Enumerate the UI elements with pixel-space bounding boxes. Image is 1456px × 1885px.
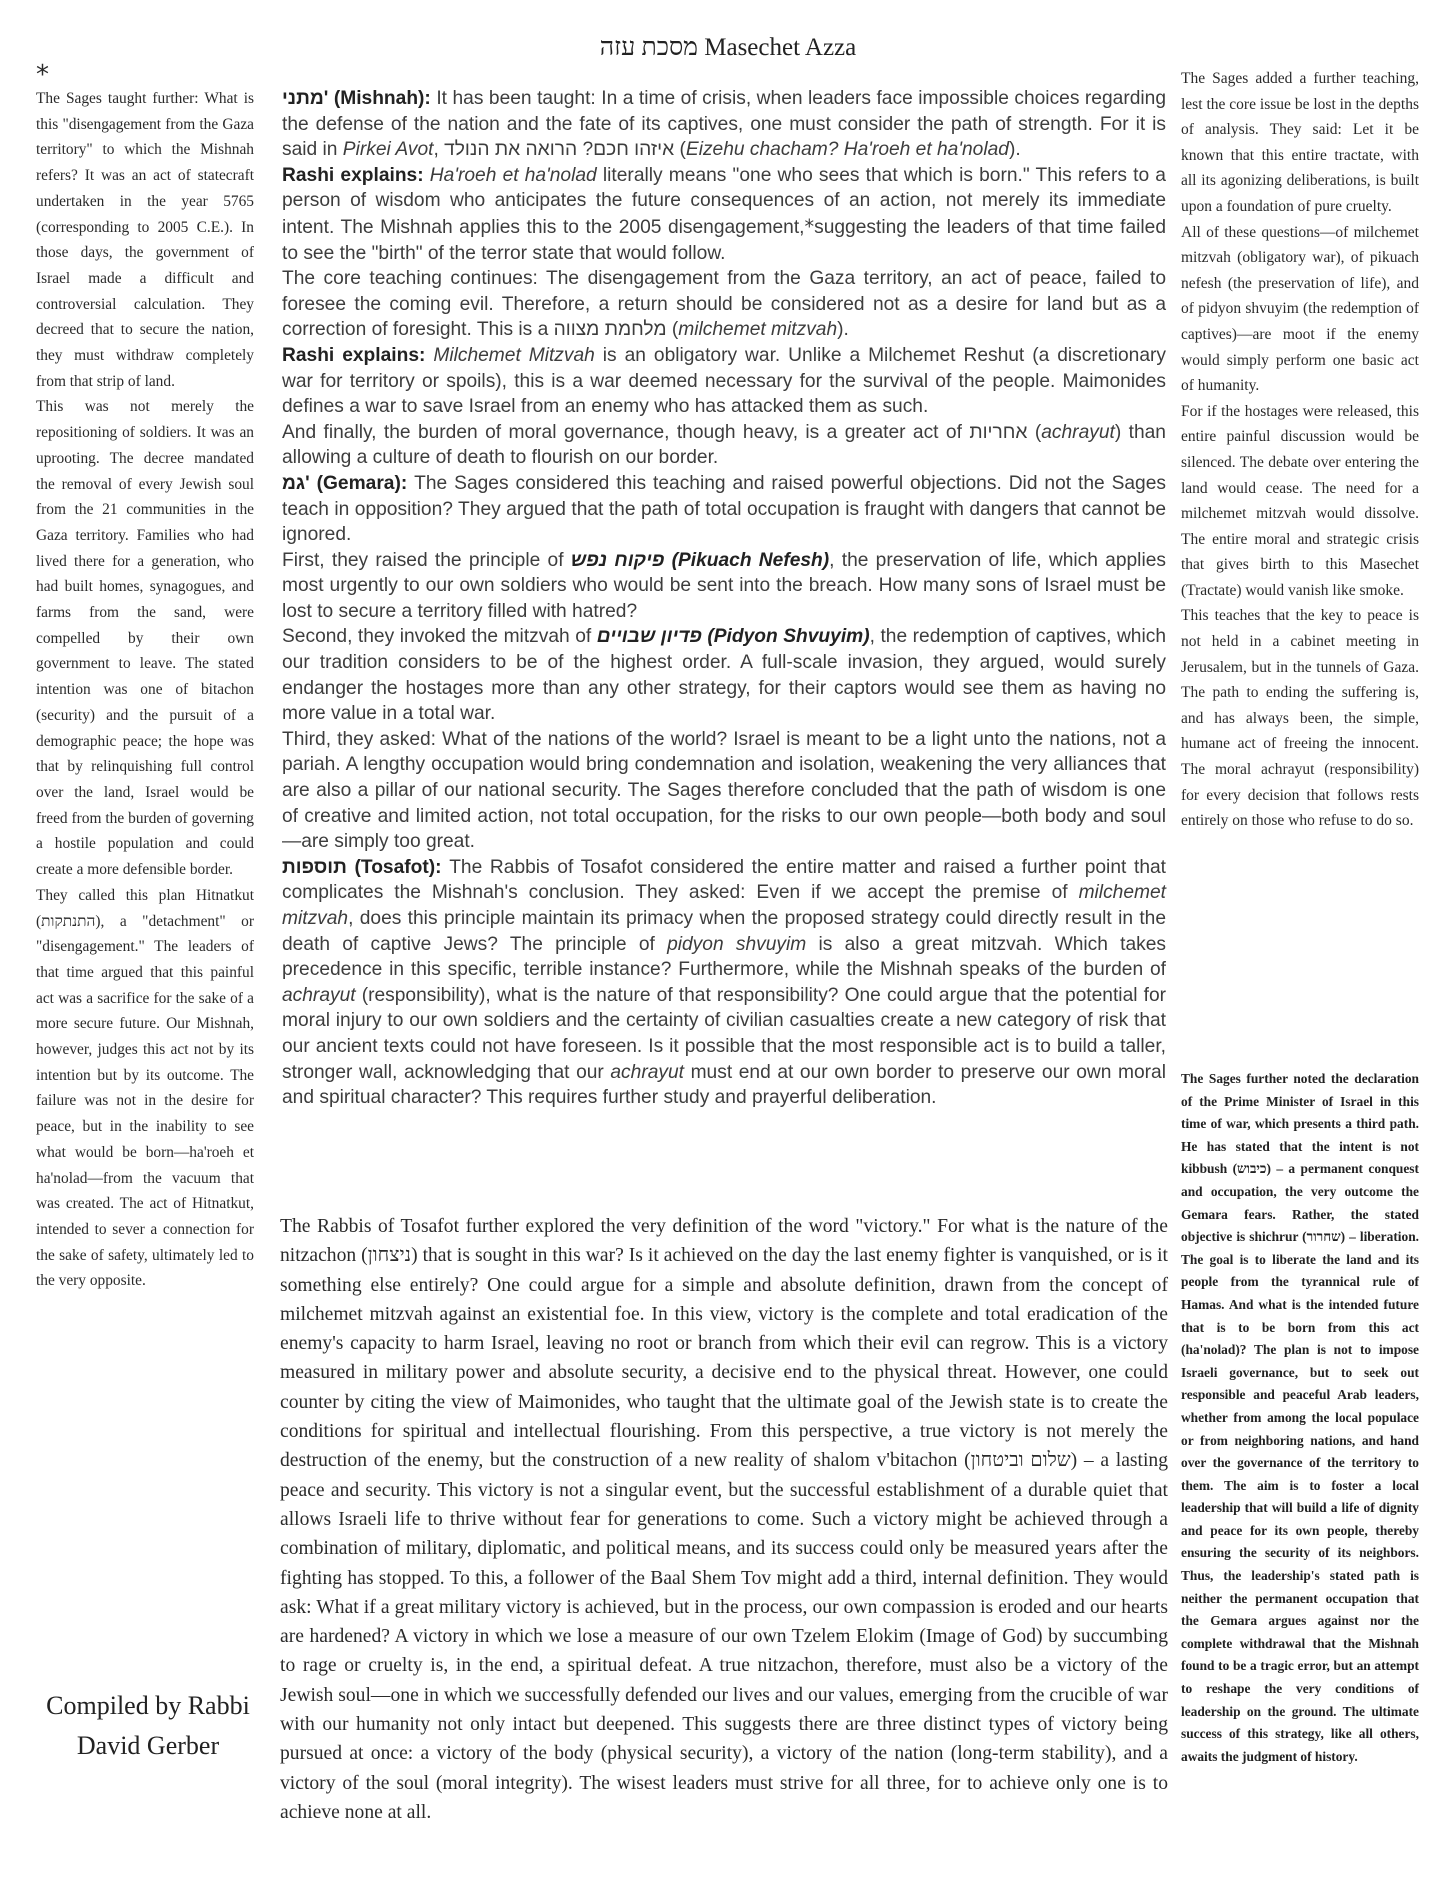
asterisk-marker: * [36, 60, 49, 90]
prime-minister-note-text: The Sages further noted the declaration of the Prime Minister of Israel in this time of war, which presents a third path. He has stated that the intent is not kibbush (כיבוש) – a permanent conquest and occupation, the very outcome the Gemara fears. Rather, the stated objective is shichrur (שחרור) – liberation. The goal is to liberate the land and its people from the tyrannical rule of Hamas. And what is the intended future that is to be born from this act (ha'nolad)? The plan is not to impose Israeli governance, but to seek out responsible and peaceful Arab leaders, whether from among the local populace or from neighboring nations, and hand over the governance of the territory to them. The aim is to foster a local leadership that will build a life of dignity and peace for its own people, thereby ensuring the security of its neighbors. Thus, the leadership's stated path is neither the permanent occupation that the Gemara argues against nor the complete withdrawal that the Mishnah found to be a tragic error, but an attempt to reshape the very conditions of leadership on the ground. The ultimate success of this strategy, like all others, awaits the judgment of history. [1181, 1071, 1419, 1764]
mishnah-paragraph [282, 86, 1166, 163]
rashi-paragraph [282, 163, 1166, 266]
tosafot-text: (responsibility), what is the nature of that responsibility? One could argue that the potential for moral injury to our own soldiers and the certainty of civilian casualties create a new category of risk that our ancient texts could not have foreseen. Is it possible that the most responsible act is to build a taller, stronger wall, acknowledging that our [282, 984, 1166, 1083]
second-term: פדיון שבויים (Pidyon Shvuyim) [596, 626, 870, 648]
first-text-end: , the preservation of life, which applies most urgently to our own soldiers who would be sent into the breach. How many sons of Israel must be lost to secure a territory filled with hatred? [282, 549, 1166, 622]
right-paragraph: The Sages added a further teaching, lest the core issue be lost in the depths of analysis. They said: Let it be known that this entire tractate, with all its agonizing deliberations, is built upon a foundation of pure cruelty. [1181, 70, 1419, 215]
tosafot-term: achrayut [610, 1061, 684, 1083]
first-objection-paragraph [282, 548, 1166, 625]
rashi-term: Milchemet Mitzvah [433, 344, 595, 366]
rashi-text-end: suggesting the leaders of that time failed to see the "birth" of the terror state that would follow. [282, 216, 1166, 264]
tosafot-term: achrayut [282, 984, 356, 1006]
core-text-end: ). [837, 319, 849, 341]
right-paragraph: For if the hostages were released, this entire painful discussion would be silenced. The debate over entering the land would cease. The need for a milchemet mitzvah would dissolve. The entire moral and strategic crisis that gives birth to this Masechet (Tractate) would vanish like smoke. [1181, 402, 1419, 599]
core-text: The core teaching continues: The disengagement from the Gaza territory, an act of peace, failed to foresee the coming evil. Therefore, a return should be considered not as a desire for land but as a correction of foresight. This is a מלחמת מצווה ( [282, 268, 1166, 341]
right-paragraph: This teaches that the key to peace is not held in a cabinet meeting in Jerusalem, but in the tunnels of Gaza. The path to ending the suffering is, and has always been, the simple, humane act of freeing the innocent. The moral achrayut (responsibility) for every decision that follows rests entirely on those who refuse to do so. [1181, 607, 1419, 830]
tosafot-term: pidyon shvuyim [667, 933, 807, 955]
tosafot-text: , does this principle maintain its primacy when the proposed strategy could directly result in the death of captive Jews? The principle of [282, 908, 1166, 955]
left-commentary-column [36, 60, 254, 1294]
asterisk-marker: * [804, 214, 815, 238]
core-teaching-paragraph [282, 266, 1166, 343]
mishnah-text-end: ). [1008, 139, 1021, 161]
main-text-column [282, 86, 1166, 1111]
mishnah-label: מתני' (Mishnah): [282, 88, 431, 109]
rashi-label: Rashi explains: [282, 344, 426, 366]
mishnah-quote: Eizehu chacham? Ha'roeh et ha'nolad [685, 139, 1009, 161]
tosafot-term: milchemet mitzvah [282, 882, 1166, 929]
prime-minister-note [1181, 1068, 1419, 1768]
second-text: Second, they invoked the mitzvah of [282, 626, 597, 648]
rashi-text: literally means "one who sees that which is born." This refers to a person of wisdom who anticipates the future consequences of an action, not merely its immediate intent. The Mishnah applies this to the 2005 disengagement, [282, 164, 1166, 238]
tosafot-text: must end at our own border to preserve our own moral and spiritual character? This requires further study and prayerful deliberation. [282, 1061, 1166, 1109]
first-term: פיקוח נפש (Pikuach Nefesh) [570, 549, 830, 571]
tosafot-text: The Rabbis of Tosafot considered the entire matter and raised a further point that complicates the Mishnah's conclusion. They asked: Even if we accept the premise of [282, 856, 1166, 904]
gemara-text: The Sages considered this teaching and raised powerful objections. Did not the Sages teach in opposition? They argued that the path of total occupation is fraught with dangers that cannot be ignored. [282, 472, 1166, 546]
right-paragraph: All of these questions—of milchemet mitzvah (obligatory war), of pikuach nefesh (the preservation of life), and of pidyon shvuyim (the redemption of captives)—are moot if the enemy would simply perform one basic act of humanity. [1181, 223, 1419, 395]
victory-essay-paragraph: The Rabbis of Tosafot further explored the very definition of the word "victory." For what is the nature of the nitzachon (ניצחון) that is sought in this war? Is it achieved on the day the last enemy fighter is vanquished, or is it something else entirely? One could argue for a simple and absolute definition, drawn from the concept of milchemet mitzvah against an existential foe. In this view, victory is the complete and total eradication of the enemy's capacity to harm Israel, leaving no root or branch from which their evil can regrow. This is a victory measured in military power and absolute security, a decisive end to the physical threat. However, one could counter by citing the view of Maimonides, who taught that the ultimate goal of the Jewish state is to create the conditions for spiritual and intellectual flourishing. From this perspective, a true victory is not merely the destruction of the enemy, but the construction of a new reality of shalom v'bitachon (שלום וביטחון) – a lasting peace and security. This victory is not a singular event, but the successful establishment of a durable quiet that allows Israeli life to thrive without fear for generations to come. Such a victory might be achieved through a combination of military, diplomatic, and political means, and its success could only be measured years after the fighting has stopped. To this, a follower of the Baal Shem Tov might add a third, internal definition. They would ask: What if a great military victory is achieved, but in the process, our own compassion is eroded and our hearts are hardened? A victory in which we lose a measure of our own Tzelem Elokim (Image of God) by succumbing to rage or cruelty is, in the end, a spiritual defeat. A true nitzachon, therefore, must also be a victory of the Jewish soul—one in which we successfully defended our lives and our values, emerging from the crucible of war with our humanity not only intact but deepened. This suggests there are three distinct types of victory being pursued at once: a victory of the body (physical security), a victory of the nation (long-term stability), and a victory of the soul (moral integrity). The wisest leaders must strive for all three, for to achieve only one is to achieve none at all. [280, 1216, 1168, 1823]
rashi-term: Ha'roeh et ha'nolad [429, 164, 597, 186]
tosafot-paragraph [282, 855, 1166, 1111]
first-text: First, they raised the principle of [282, 549, 571, 571]
second-objection-paragraph [282, 624, 1166, 726]
rashi-text: is an obligatory war. Unlike a Milchemet Reshut (a discretionary war for territory or spoils), this is a war deemed necessary for the survival of the people. Maimonides defines a war to save Israel from an enemy who has attacked them as such. [282, 344, 1166, 418]
finally-paragraph [282, 420, 1166, 471]
rashi-paragraph [282, 343, 1166, 420]
gemara-label: גמ' (Gemara): [282, 472, 408, 494]
left-paragraph: The Sages taught further: What is this "disengagement from the Gaza territory" to which the Mishnah refers? It was an act of statecraft undertaken in the year 5765 (corresponding to 2005 C.E.). In those days, the government of Israel made a difficult and controversial calculation. They decreed that to secure the nation, they must withdraw completely from that strip of land. [36, 90, 254, 390]
right-commentary-column [1181, 66, 1419, 834]
second-text-end: , the redemption of captives, which our tradition considers to be of the highest order. A full-scale invasion, they argued, would surely endanger the hostages more than any other strategy, for their captors would see them as having no more value in a total war. [282, 626, 1166, 725]
rashi-label: Rashi explains: [282, 164, 424, 186]
compiled-by-credit: Compiled by Rabbi David Gerber [46, 1691, 250, 1760]
finally-term: achrayut [1041, 421, 1115, 443]
left-paragraph: This was not merely the repositioning of soldiers. It was an uprooting. The decree mandated the removal of every Jewish soul from the 21 communities in the Gaza territory. Families who had lived there for a generation, who had built homes, synagogues, and farms from the sand, were compelled by their own government to leave. The stated intention was one of bitachon (security) and the pursuit of a demographic peace; the hope was that by relinquishing full control over the land, Israel would be freed from the burden of governing a hostile population and could create a more defensible border. [36, 398, 254, 879]
left-paragraph: They called this plan Hitnatkut (התנתקות), a "detachment" or "disengagement." The leaders of that time argued that this painful act was a sacrifice for the sake of a more secure future. Our Mishnah, however, judges this act not by its intention but by its outcome. The failure was not in the desire for peace, but in the inability to see what would be born—ha'roeh et ha'nolad—from the vacuum that was created. The act of Hitnatkut, intended to sever a connection for the sake of safety, ultimately led to the very opposite. [36, 886, 254, 1290]
core-term: milchemet mitzvah [678, 319, 838, 341]
mishnah-hebrew: , איזהו חכם? הרואה את הנולד ( [433, 139, 686, 161]
mishnah-source: Pirkei Avot [342, 139, 434, 161]
mishnah-text: It has been taught: In a time of crisis, when leaders face impossible choices regarding the defense of the nation and the fate of its captives, one must consider the path of strength. For it is said in [282, 88, 1166, 161]
tosafot-text: is also a great mitzvah. Which takes precedence in this specific, terrible instance? Furthermore, while the Mishnah speaks of the burden of [282, 933, 1166, 981]
gemara-paragraph [282, 471, 1166, 548]
finally-text-end: ) than allowing a culture of death to flourish on our border. [282, 421, 1166, 469]
third-objection-paragraph: Third, they asked: What of the nations of the world? Israel is meant to be a light unto the nations, not a pariah. A lengthy occupation would bring condemnation and isolation, weakening the very alliances that are also a pillar of our national security. The Sages therefore concluded that the path of wisdom is one of creative and limited action, not total occupation, for the risks to our own people—both body and soul—are simply too great. [282, 728, 1166, 853]
page-title: מסכת עזה Masechet Azza [599, 34, 857, 61]
finally-text: And finally, the burden of moral governance, though heavy, is a greater act of אחריות ( [282, 421, 1042, 443]
tosafot-label: תוספות (Tosafot): [282, 856, 442, 878]
victory-essay [280, 1212, 1168, 1827]
